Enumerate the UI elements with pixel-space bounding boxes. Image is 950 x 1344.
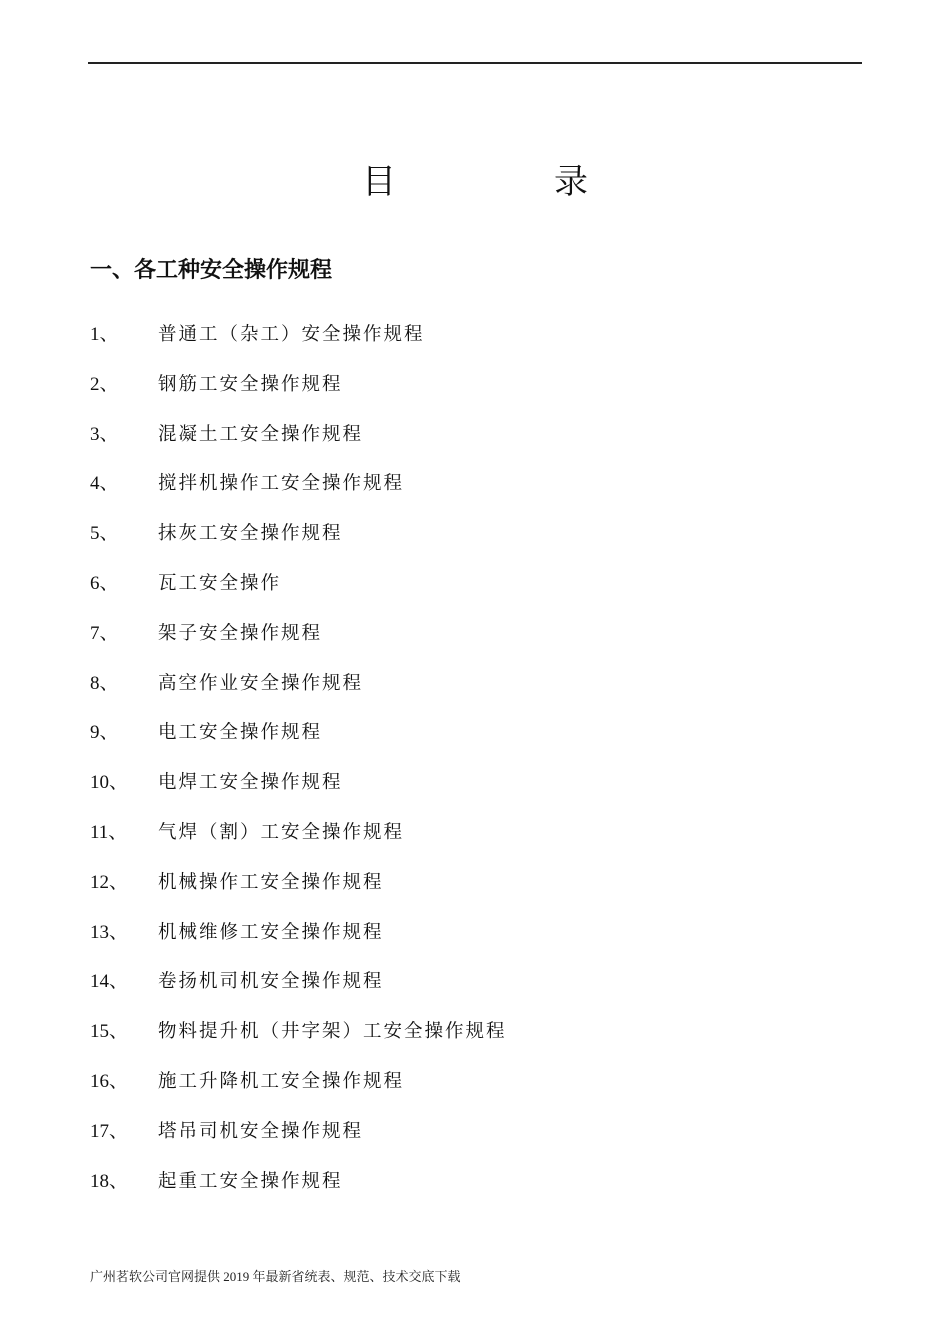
toc-item-number: 12、 (90, 871, 129, 893)
toc-item[interactable] (90, 718, 507, 768)
toc-item-number: 4、 (90, 473, 119, 495)
toc-item-number: 9、 (90, 722, 119, 744)
toc-item-text: 瓦工安全操作 (158, 572, 282, 594)
footer-note: 广州茗软公司官网提供 2019 年最新省统表、规范、技术交底下载 (90, 1269, 461, 1284)
toc-item-number: 7、 (90, 622, 119, 644)
toc-item-number: 17、 (90, 1120, 129, 1142)
toc-item-number: 2、 (90, 373, 119, 395)
toc-item-text: 搅拌机操作工安全操作规程 (158, 473, 405, 495)
toc-item[interactable] (90, 1167, 507, 1217)
toc-list (90, 320, 507, 1216)
toc-item-text: 施工升降机工安全操作规程 (158, 1070, 405, 1092)
toc-item-text: 机械维修工安全操作规程 (158, 921, 384, 943)
toc-item-number: 10、 (90, 772, 129, 794)
toc-item-text: 抹灰工安全操作规程 (158, 523, 343, 545)
toc-item-number: 13、 (90, 921, 129, 943)
toc-item-number: 5、 (90, 523, 119, 545)
toc-item-number: 8、 (90, 672, 119, 694)
toc-item-number: 6、 (90, 572, 119, 594)
toc-item-text: 钢筋工安全操作规程 (158, 373, 343, 395)
header-rule (88, 62, 862, 64)
toc-item[interactable] (90, 967, 507, 1017)
toc-item-text: 混凝土工安全操作规程 (158, 423, 364, 445)
toc-item[interactable] (90, 519, 507, 569)
toc-item-number: 15、 (90, 1021, 129, 1043)
toc-item-text: 气焊（割）工安全操作规程 (158, 821, 405, 843)
toc-item-number: 14、 (90, 971, 129, 993)
toc-item-text: 物料提升机（井字架）工安全操作规程 (158, 1021, 507, 1043)
toc-item[interactable] (90, 1067, 507, 1117)
toc-item-text: 高空作业安全操作规程 (158, 672, 364, 694)
toc-item-text: 电工安全操作规程 (158, 722, 323, 744)
toc-item-text: 机械操作工安全操作规程 (158, 871, 384, 893)
toc-item-number: 11、 (90, 821, 128, 843)
toc-item[interactable] (90, 420, 507, 470)
toc-item-text: 卷扬机司机安全操作规程 (158, 971, 384, 993)
toc-item-text: 架子安全操作规程 (158, 622, 323, 644)
toc-item-text: 起重工安全操作规程 (158, 1170, 343, 1192)
toc-item-number: 3、 (90, 423, 119, 445)
toc-item[interactable] (90, 320, 507, 370)
toc-item[interactable] (90, 918, 507, 968)
toc-item-text: 普通工（杂工）安全操作规程 (158, 324, 425, 345)
toc-item[interactable] (90, 1017, 507, 1067)
toc-item[interactable] (90, 669, 507, 719)
toc-item[interactable] (90, 370, 507, 420)
toc-item-number: 1、 (90, 324, 119, 345)
toc-item-text: 电焊工安全操作规程 (158, 772, 343, 794)
toc-item-number: 16、 (90, 1070, 129, 1092)
toc-item[interactable] (90, 469, 507, 519)
toc-item-number: 18、 (90, 1170, 129, 1192)
toc-item[interactable] (90, 1117, 507, 1167)
toc-item[interactable] (90, 818, 507, 868)
toc-item[interactable] (90, 619, 507, 669)
toc-item[interactable] (90, 868, 507, 918)
toc-item[interactable] (90, 569, 507, 619)
toc-item[interactable] (90, 768, 507, 818)
toc-item-text: 塔吊司机安全操作规程 (158, 1120, 364, 1142)
page-title: 目 录 (362, 162, 650, 202)
section-heading: 一、各工种安全操作规程 (90, 258, 333, 283)
